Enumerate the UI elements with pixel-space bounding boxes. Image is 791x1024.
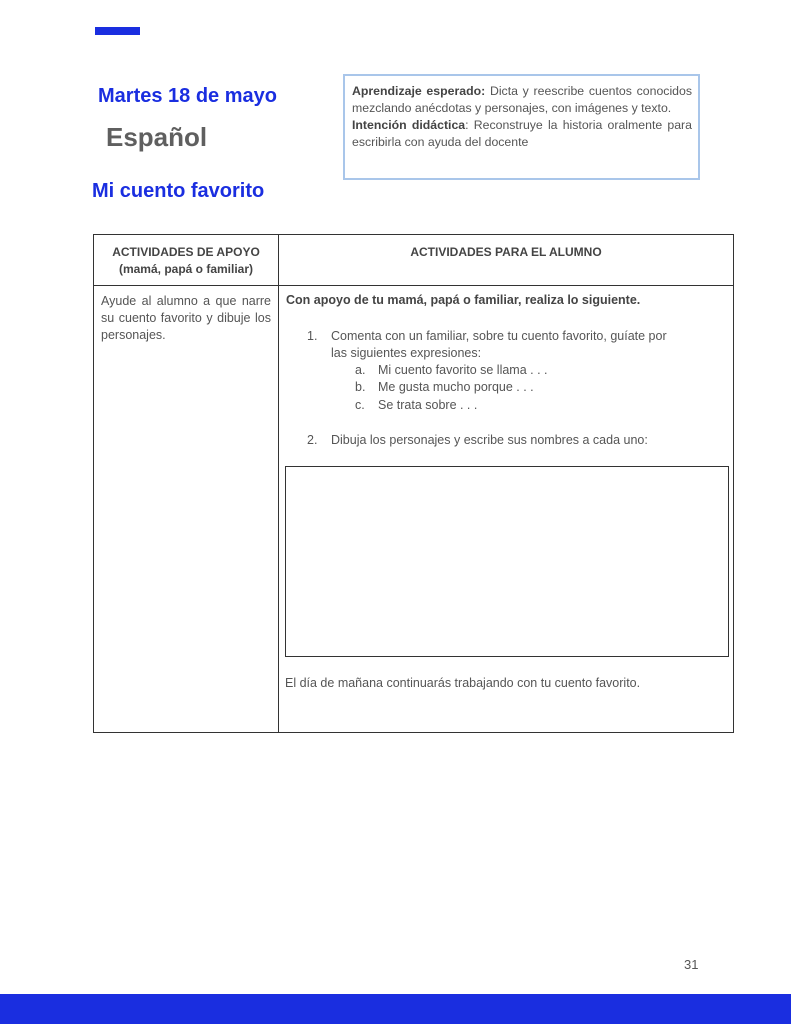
sub-item-b-letter: b. (355, 380, 366, 394)
sub-item-b-text: Me gusta mucho porque . . . (378, 380, 534, 394)
top-accent-bar (95, 27, 140, 35)
support-header-line1: ACTIVIDADES DE APOYO (112, 245, 260, 259)
column-divider (278, 235, 279, 732)
subject-heading: Español (106, 122, 208, 152)
activities-table (93, 234, 734, 733)
step-1-line1: Comenta con un familiar, sobre tu cuento favorito, guíate por (331, 329, 667, 343)
student-activities-header: ACTIVIDADES PARA EL ALUMNO (410, 245, 602, 259)
support-header-line2: (mamá, papá o familiar) (118, 262, 254, 276)
didactic-intention-label: Intención didáctica (352, 118, 466, 132)
sub-item-a-letter: a. (355, 363, 366, 377)
step-1-line2: las siguientes expresiones: (331, 346, 482, 360)
learning-objective-box (343, 74, 700, 180)
step-2-line1: Dibuja los personajes y escribe sus nombres a cada uno: (331, 433, 648, 447)
page-number: 31 (684, 957, 699, 972)
step-2-number: 2. (307, 433, 318, 447)
sub-item-a-text: Mi cuento favorito se llama . . . (378, 363, 548, 377)
expected-learning-label: Aprendizaje esperado: (352, 84, 486, 98)
date-heading: Martes 18 de mayo (98, 85, 277, 107)
header-row-divider (94, 285, 733, 286)
step-1-number: 1. (307, 329, 318, 343)
support-activity-text: Ayude al alumno a que narre su cuento favorito y dibuje los personajes. (101, 294, 271, 342)
support-activities-header (94, 244, 278, 278)
sub-item-c-letter: c. (355, 398, 365, 412)
didactic-intention-text: : Reconstruye la historia oralmente para escribirla con ayuda del docente (352, 118, 692, 149)
bottom-accent-bar (0, 994, 791, 1024)
lesson-title: Mi cuento favorito (92, 180, 265, 202)
expected-learning-text: Dicta y reescribe cuentos conocidos mezclando anécdotas y personajes, con imágenes y texto. (352, 84, 693, 115)
drawing-area-box[interactable] (285, 466, 729, 657)
student-intro: Con apoyo de tu mamá, papá o familiar, realiza lo siguiente. (286, 293, 641, 307)
closing-note: El día de mañana continuarás trabajando con tu cuento favorito. (285, 676, 641, 690)
sub-item-c-text: Se trata sobre . . . (378, 398, 478, 412)
